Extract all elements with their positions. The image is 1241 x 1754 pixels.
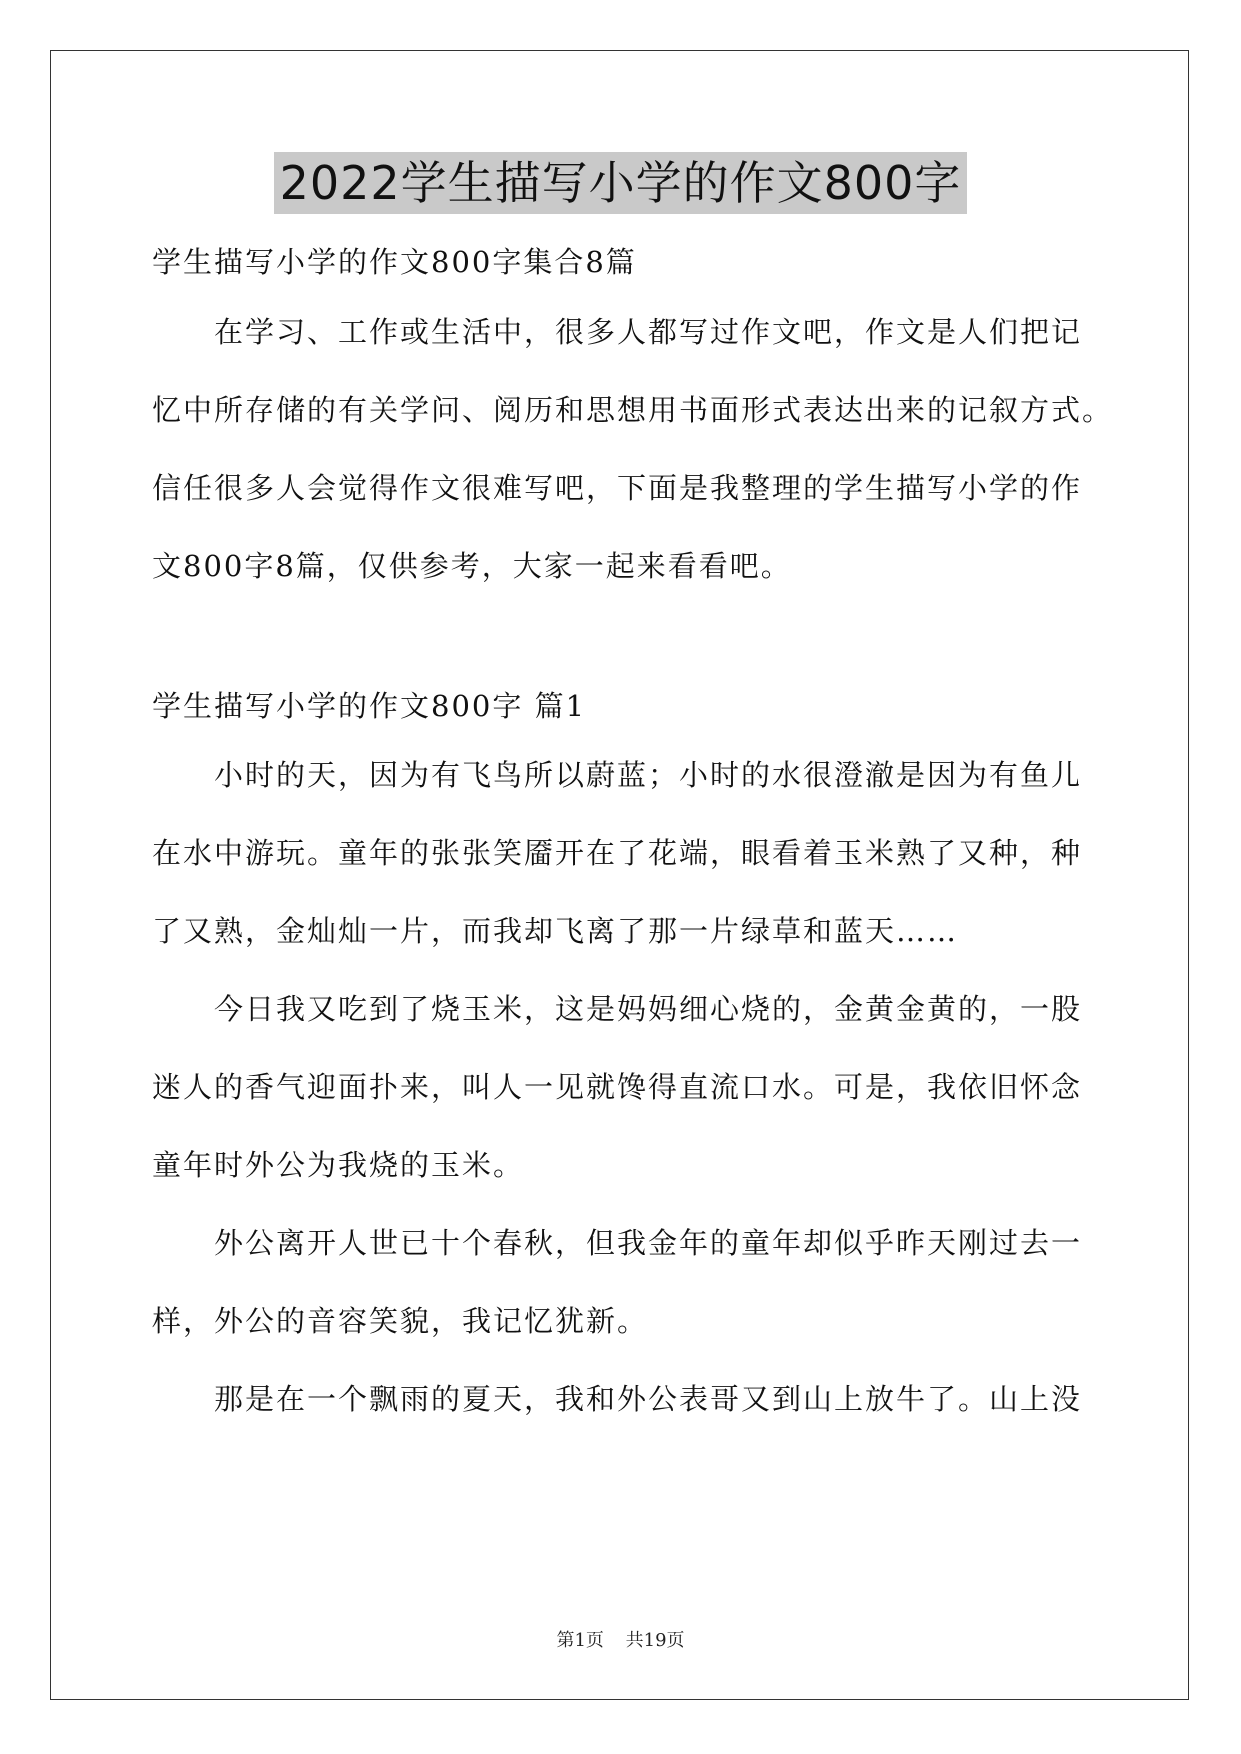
page-footer	[0, 1626, 1241, 1652]
page-total: 共19页	[625, 1630, 685, 1651]
body-line: 今日我又吃到了烧玉米，这是妈妈细心烧的，金黄金黄的，一股	[152, 992, 1083, 1026]
document-title: 2022学生描写小学的作文800字	[274, 152, 968, 214]
body-line: 信任很多人会觉得作文很难写吧，下面是我整理的学生描写小学的作	[152, 471, 1083, 505]
body-line: 在水中游玩。童年的张张笑靥开在了花端，眼看着玉米熟了又种，种	[152, 836, 1083, 870]
page-border	[50, 50, 1189, 1700]
subtitle-line: 学生描写小学的作文800字集合8篇	[152, 245, 637, 279]
body-line: 迷人的香气迎面扑来，叫人一见就馋得直流口水。可是，我依旧怀念	[152, 1070, 1083, 1104]
title-container	[0, 152, 1241, 214]
body-line: 外公离开人世已十个春秋，但我金年的童年却似乎昨天刚过去一	[152, 1226, 1083, 1260]
section-heading: 学生描写小学的作文800字 篇1	[152, 689, 587, 723]
body-line: 在学习、工作或生活中，很多人都写过作文吧，作文是人们把记	[152, 315, 1083, 349]
body-line: 文800字8篇，仅供参考，大家一起来看看吧。	[152, 549, 792, 583]
body-line: 那是在一个飘雨的夏天，我和外公表哥又到山上放牛了。山上没	[152, 1382, 1083, 1416]
body-line: 忆中所存储的有关学问、阅历和思想用书面形式表达出来的记叙方式。	[152, 393, 1114, 427]
page-number: 第1页	[556, 1630, 604, 1651]
body-line: 了又熟，金灿灿一片，而我却飞离了那一片绿草和蓝天……	[152, 914, 959, 948]
body-line: 小时的天，因为有飞鸟所以蔚蓝；小时的水很澄澈是因为有鱼儿	[152, 758, 1083, 792]
body-line: 童年时外公为我烧的玉米。	[152, 1148, 525, 1182]
body-line: 样，外公的音容笑貌，我记忆犹新。	[152, 1304, 649, 1338]
